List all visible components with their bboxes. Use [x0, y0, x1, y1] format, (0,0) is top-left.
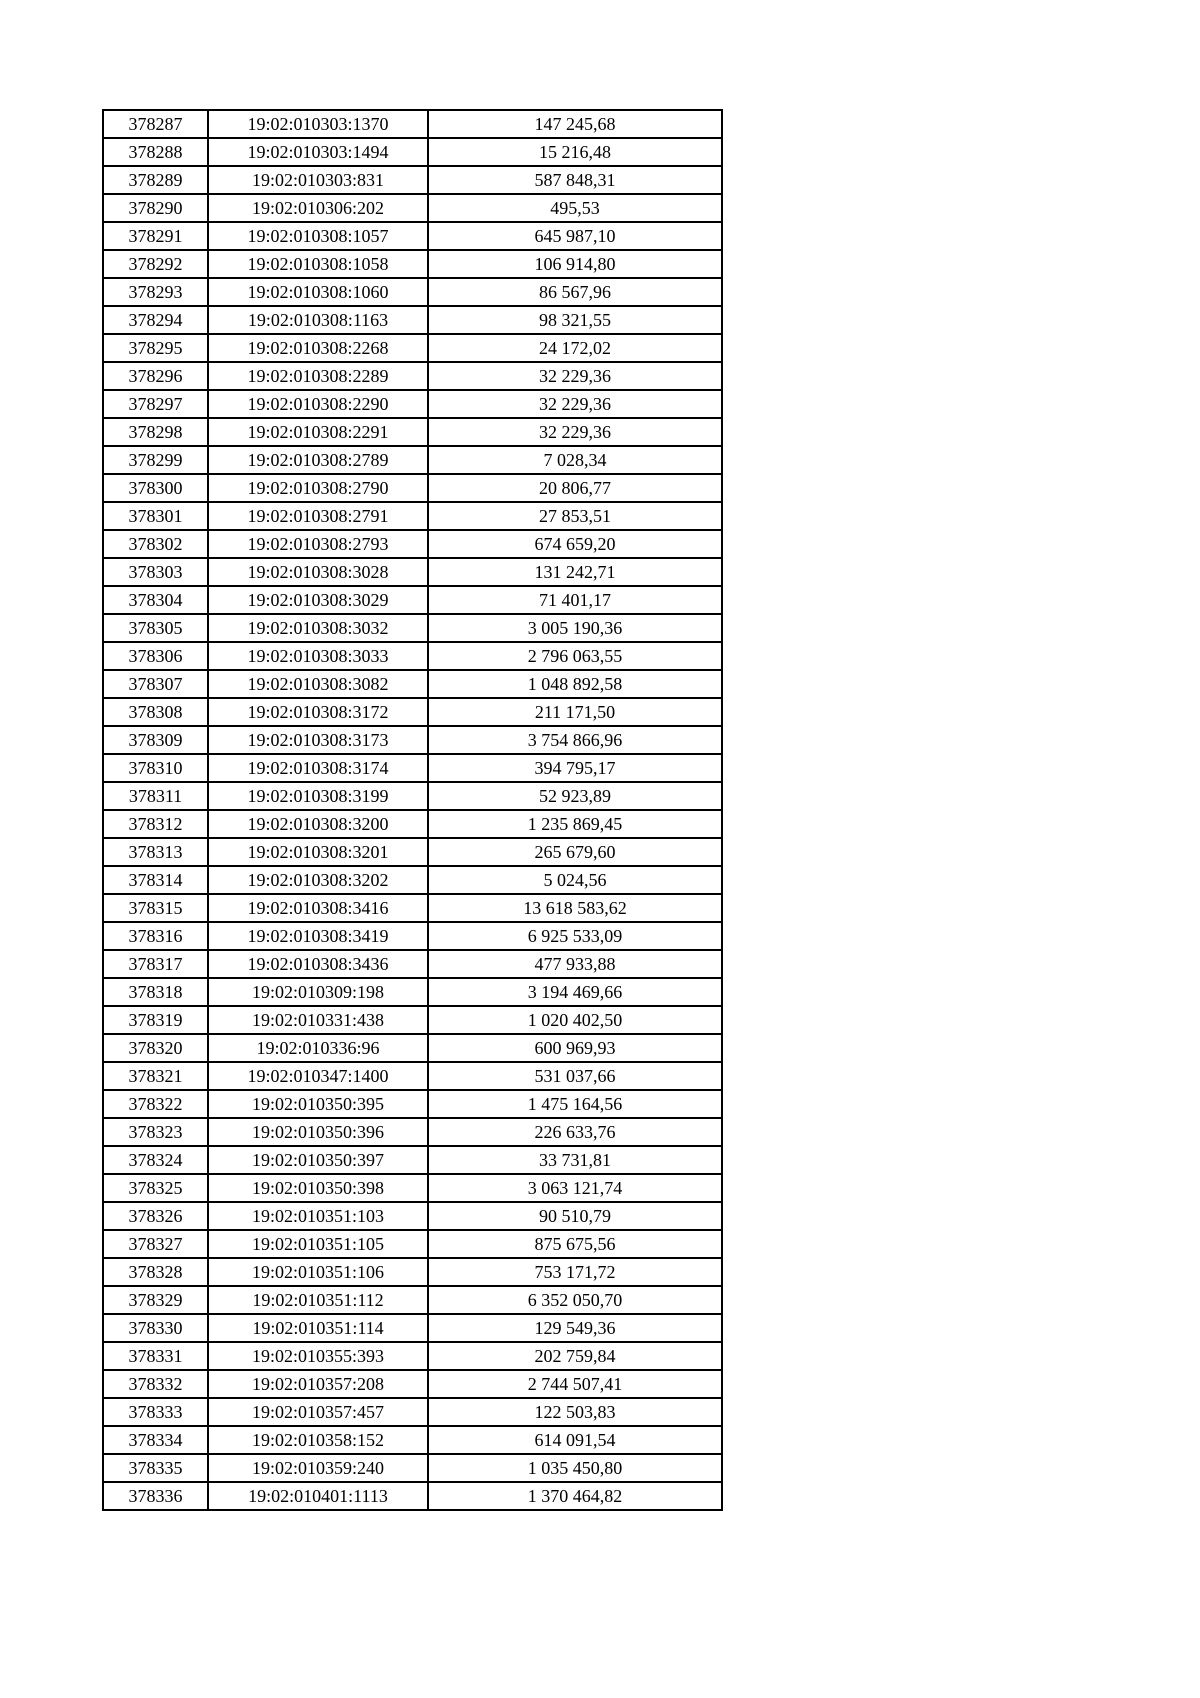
table-row	[103, 978, 722, 1006]
cadastral-number-cell: 19:02:010308:3419	[208, 922, 428, 950]
row-number-cell: 378293	[103, 278, 208, 306]
cadastral-number-cell: 19:02:010306:202	[208, 194, 428, 222]
value-cell: 211 171,50	[428, 698, 722, 726]
row-number-cell: 378332	[103, 1370, 208, 1398]
row-number-cell: 378307	[103, 670, 208, 698]
cadastral-number-cell: 19:02:010308:2290	[208, 390, 428, 418]
value-cell: 24 172,02	[428, 334, 722, 362]
table-row	[103, 614, 722, 642]
cadastral-number-cell: 19:02:010308:3199	[208, 782, 428, 810]
cadastral-number-cell: 19:02:010308:1163	[208, 306, 428, 334]
cadastral-number-cell: 19:02:010351:112	[208, 1286, 428, 1314]
row-number-cell: 378302	[103, 530, 208, 558]
value-cell: 86 567,96	[428, 278, 722, 306]
table-row	[103, 642, 722, 670]
row-number-cell: 378331	[103, 1342, 208, 1370]
table-row	[103, 866, 722, 894]
table-row	[103, 278, 722, 306]
table-row	[103, 250, 722, 278]
cadastral-number-cell: 19:02:010336:96	[208, 1034, 428, 1062]
cadastral-number-cell: 19:02:010308:3201	[208, 838, 428, 866]
row-number-cell: 378295	[103, 334, 208, 362]
cadastral-number-cell: 19:02:010308:3174	[208, 754, 428, 782]
table-row	[103, 922, 722, 950]
value-cell: 875 675,56	[428, 1230, 722, 1258]
cadastral-number-cell: 19:02:010355:393	[208, 1342, 428, 1370]
table-row	[103, 558, 722, 586]
value-cell: 1 020 402,50	[428, 1006, 722, 1034]
table-row	[103, 810, 722, 838]
row-number-cell: 378325	[103, 1174, 208, 1202]
table-row	[103, 1314, 722, 1342]
table-row	[103, 362, 722, 390]
value-cell: 1 475 164,56	[428, 1090, 722, 1118]
value-cell: 7 028,34	[428, 446, 722, 474]
cadastral-number-cell: 19:02:010303:1370	[208, 110, 428, 138]
cadastral-number-cell: 19:02:010308:1060	[208, 278, 428, 306]
table-row	[103, 1118, 722, 1146]
table-row	[103, 166, 722, 194]
value-cell: 129 549,36	[428, 1314, 722, 1342]
cadastral-number-cell: 19:02:010347:1400	[208, 1062, 428, 1090]
table-row	[103, 306, 722, 334]
value-cell: 477 933,88	[428, 950, 722, 978]
table-row	[103, 1286, 722, 1314]
value-cell: 614 091,54	[428, 1426, 722, 1454]
row-number-cell: 378335	[103, 1454, 208, 1482]
value-cell: 753 171,72	[428, 1258, 722, 1286]
table-row	[103, 1230, 722, 1258]
value-cell: 13 618 583,62	[428, 894, 722, 922]
row-number-cell: 378315	[103, 894, 208, 922]
cadastral-number-cell: 19:02:010359:240	[208, 1454, 428, 1482]
row-number-cell: 378322	[103, 1090, 208, 1118]
table-row	[103, 782, 722, 810]
table-row	[103, 222, 722, 250]
row-number-cell: 378303	[103, 558, 208, 586]
table-body	[103, 110, 722, 1510]
value-cell: 587 848,31	[428, 166, 722, 194]
table-row	[103, 390, 722, 418]
cadastral-number-cell: 19:02:010308:2268	[208, 334, 428, 362]
table-row	[103, 1370, 722, 1398]
row-number-cell: 378319	[103, 1006, 208, 1034]
cadastral-number-cell: 19:02:010303:831	[208, 166, 428, 194]
value-cell: 71 401,17	[428, 586, 722, 614]
table-row	[103, 1006, 722, 1034]
cadastral-number-cell: 19:02:010331:438	[208, 1006, 428, 1034]
value-cell: 147 245,68	[428, 110, 722, 138]
value-cell: 600 969,93	[428, 1034, 722, 1062]
row-number-cell: 378306	[103, 642, 208, 670]
cadastral-number-cell: 19:02:010308:2789	[208, 446, 428, 474]
table-row	[103, 530, 722, 558]
value-cell: 265 679,60	[428, 838, 722, 866]
value-cell: 394 795,17	[428, 754, 722, 782]
row-number-cell: 378312	[103, 810, 208, 838]
cadastral-number-cell: 19:02:010308:2291	[208, 418, 428, 446]
cadastral-number-cell: 19:02:010351:105	[208, 1230, 428, 1258]
row-number-cell: 378294	[103, 306, 208, 334]
table-row	[103, 950, 722, 978]
cadastral-number-cell: 19:02:010308:3200	[208, 810, 428, 838]
cadastral-number-cell: 19:02:010308:2790	[208, 474, 428, 502]
row-number-cell: 378321	[103, 1062, 208, 1090]
row-number-cell: 378311	[103, 782, 208, 810]
cadastral-number-cell: 19:02:010350:398	[208, 1174, 428, 1202]
value-cell: 15 216,48	[428, 138, 722, 166]
cadastral-number-cell: 19:02:010308:3172	[208, 698, 428, 726]
value-cell: 122 503,83	[428, 1398, 722, 1426]
value-cell: 2 744 507,41	[428, 1370, 722, 1398]
row-number-cell: 378314	[103, 866, 208, 894]
table-row	[103, 726, 722, 754]
value-cell: 1 235 869,45	[428, 810, 722, 838]
table-row	[103, 110, 722, 138]
table-row	[103, 1482, 722, 1510]
cadastral-number-cell: 19:02:010357:208	[208, 1370, 428, 1398]
cadastral-number-cell: 19:02:010357:457	[208, 1398, 428, 1426]
row-number-cell: 378287	[103, 110, 208, 138]
table-row	[103, 1426, 722, 1454]
table-row	[103, 754, 722, 782]
row-number-cell: 378326	[103, 1202, 208, 1230]
cadastral-value-table	[102, 109, 723, 1511]
row-number-cell: 378290	[103, 194, 208, 222]
value-cell: 495,53	[428, 194, 722, 222]
value-cell: 6 352 050,70	[428, 1286, 722, 1314]
row-number-cell: 378304	[103, 586, 208, 614]
value-cell: 1 370 464,82	[428, 1482, 722, 1510]
cadastral-number-cell: 19:02:010308:3202	[208, 866, 428, 894]
value-cell: 20 806,77	[428, 474, 722, 502]
cadastral-number-cell: 19:02:010309:198	[208, 978, 428, 1006]
table-row	[103, 1258, 722, 1286]
value-cell: 1 035 450,80	[428, 1454, 722, 1482]
table-row	[103, 474, 722, 502]
value-cell: 674 659,20	[428, 530, 722, 558]
value-cell: 3 194 469,66	[428, 978, 722, 1006]
cadastral-number-cell: 19:02:010308:3416	[208, 894, 428, 922]
value-cell: 5 024,56	[428, 866, 722, 894]
cadastral-number-cell: 19:02:010351:106	[208, 1258, 428, 1286]
value-cell: 32 229,36	[428, 418, 722, 446]
row-number-cell: 378291	[103, 222, 208, 250]
value-cell: 131 242,71	[428, 558, 722, 586]
cadastral-number-cell: 19:02:010308:1058	[208, 250, 428, 278]
value-cell: 2 796 063,55	[428, 642, 722, 670]
row-number-cell: 378308	[103, 698, 208, 726]
cadastral-number-cell: 19:02:010308:3033	[208, 642, 428, 670]
value-cell: 90 510,79	[428, 1202, 722, 1230]
cadastral-number-cell: 19:02:010308:2791	[208, 502, 428, 530]
row-number-cell: 378328	[103, 1258, 208, 1286]
row-number-cell: 378316	[103, 922, 208, 950]
row-number-cell: 378333	[103, 1398, 208, 1426]
table-row	[103, 838, 722, 866]
value-cell: 106 914,80	[428, 250, 722, 278]
table-row	[103, 194, 722, 222]
cadastral-number-cell: 19:02:010350:397	[208, 1146, 428, 1174]
row-number-cell: 378317	[103, 950, 208, 978]
table-row	[103, 1398, 722, 1426]
value-cell: 3 063 121,74	[428, 1174, 722, 1202]
cadastral-number-cell: 19:02:010308:3028	[208, 558, 428, 586]
value-cell: 32 229,36	[428, 362, 722, 390]
table-row	[103, 586, 722, 614]
value-cell: 98 321,55	[428, 306, 722, 334]
table-row	[103, 334, 722, 362]
row-number-cell: 378299	[103, 446, 208, 474]
row-number-cell: 378288	[103, 138, 208, 166]
table-row	[103, 1090, 722, 1118]
cadastral-number-cell: 19:02:010358:152	[208, 1426, 428, 1454]
row-number-cell: 378298	[103, 418, 208, 446]
value-cell: 3 754 866,96	[428, 726, 722, 754]
value-cell: 27 853,51	[428, 502, 722, 530]
table-row	[103, 1062, 722, 1090]
value-cell: 202 759,84	[428, 1342, 722, 1370]
table-row	[103, 1146, 722, 1174]
value-cell: 33 731,81	[428, 1146, 722, 1174]
table-row	[103, 698, 722, 726]
row-number-cell: 378300	[103, 474, 208, 502]
value-cell: 645 987,10	[428, 222, 722, 250]
row-number-cell: 378292	[103, 250, 208, 278]
row-number-cell: 378336	[103, 1482, 208, 1510]
row-number-cell: 378327	[103, 1230, 208, 1258]
table-row	[103, 502, 722, 530]
row-number-cell: 378301	[103, 502, 208, 530]
row-number-cell: 378320	[103, 1034, 208, 1062]
value-cell: 32 229,36	[428, 390, 722, 418]
row-number-cell: 378313	[103, 838, 208, 866]
row-number-cell: 378334	[103, 1426, 208, 1454]
cadastral-number-cell: 19:02:010308:3032	[208, 614, 428, 642]
cadastral-number-cell: 19:02:010308:3173	[208, 726, 428, 754]
row-number-cell: 378330	[103, 1314, 208, 1342]
cadastral-number-cell: 19:02:010401:1113	[208, 1482, 428, 1510]
row-number-cell: 378297	[103, 390, 208, 418]
value-cell: 6 925 533,09	[428, 922, 722, 950]
row-number-cell: 378305	[103, 614, 208, 642]
cadastral-number-cell: 19:02:010308:1057	[208, 222, 428, 250]
table-row	[103, 138, 722, 166]
cadastral-number-cell: 19:02:010308:3082	[208, 670, 428, 698]
row-number-cell: 378309	[103, 726, 208, 754]
cadastral-number-cell: 19:02:010351:103	[208, 1202, 428, 1230]
cadastral-number-cell: 19:02:010308:2793	[208, 530, 428, 558]
row-number-cell: 378296	[103, 362, 208, 390]
table-row	[103, 670, 722, 698]
row-number-cell: 378318	[103, 978, 208, 1006]
table-row	[103, 1034, 722, 1062]
row-number-cell: 378323	[103, 1118, 208, 1146]
value-cell: 531 037,66	[428, 1062, 722, 1090]
table-row	[103, 1202, 722, 1230]
table-row	[103, 446, 722, 474]
cadastral-number-cell: 19:02:010351:114	[208, 1314, 428, 1342]
table-row	[103, 1342, 722, 1370]
cadastral-number-cell: 19:02:010308:2289	[208, 362, 428, 390]
cadastral-number-cell: 19:02:010308:3029	[208, 586, 428, 614]
value-cell: 52 923,89	[428, 782, 722, 810]
value-cell: 3 005 190,36	[428, 614, 722, 642]
cadastral-number-cell: 19:02:010308:3436	[208, 950, 428, 978]
cadastral-number-cell: 19:02:010303:1494	[208, 138, 428, 166]
cadastral-number-cell: 19:02:010350:395	[208, 1090, 428, 1118]
row-number-cell: 378329	[103, 1286, 208, 1314]
cadastral-number-cell: 19:02:010350:396	[208, 1118, 428, 1146]
row-number-cell: 378310	[103, 754, 208, 782]
table-row	[103, 894, 722, 922]
table-row	[103, 1174, 722, 1202]
table-row	[103, 418, 722, 446]
value-cell: 226 633,76	[428, 1118, 722, 1146]
value-cell: 1 048 892,58	[428, 670, 722, 698]
row-number-cell: 378289	[103, 166, 208, 194]
table-row	[103, 1454, 722, 1482]
row-number-cell: 378324	[103, 1146, 208, 1174]
